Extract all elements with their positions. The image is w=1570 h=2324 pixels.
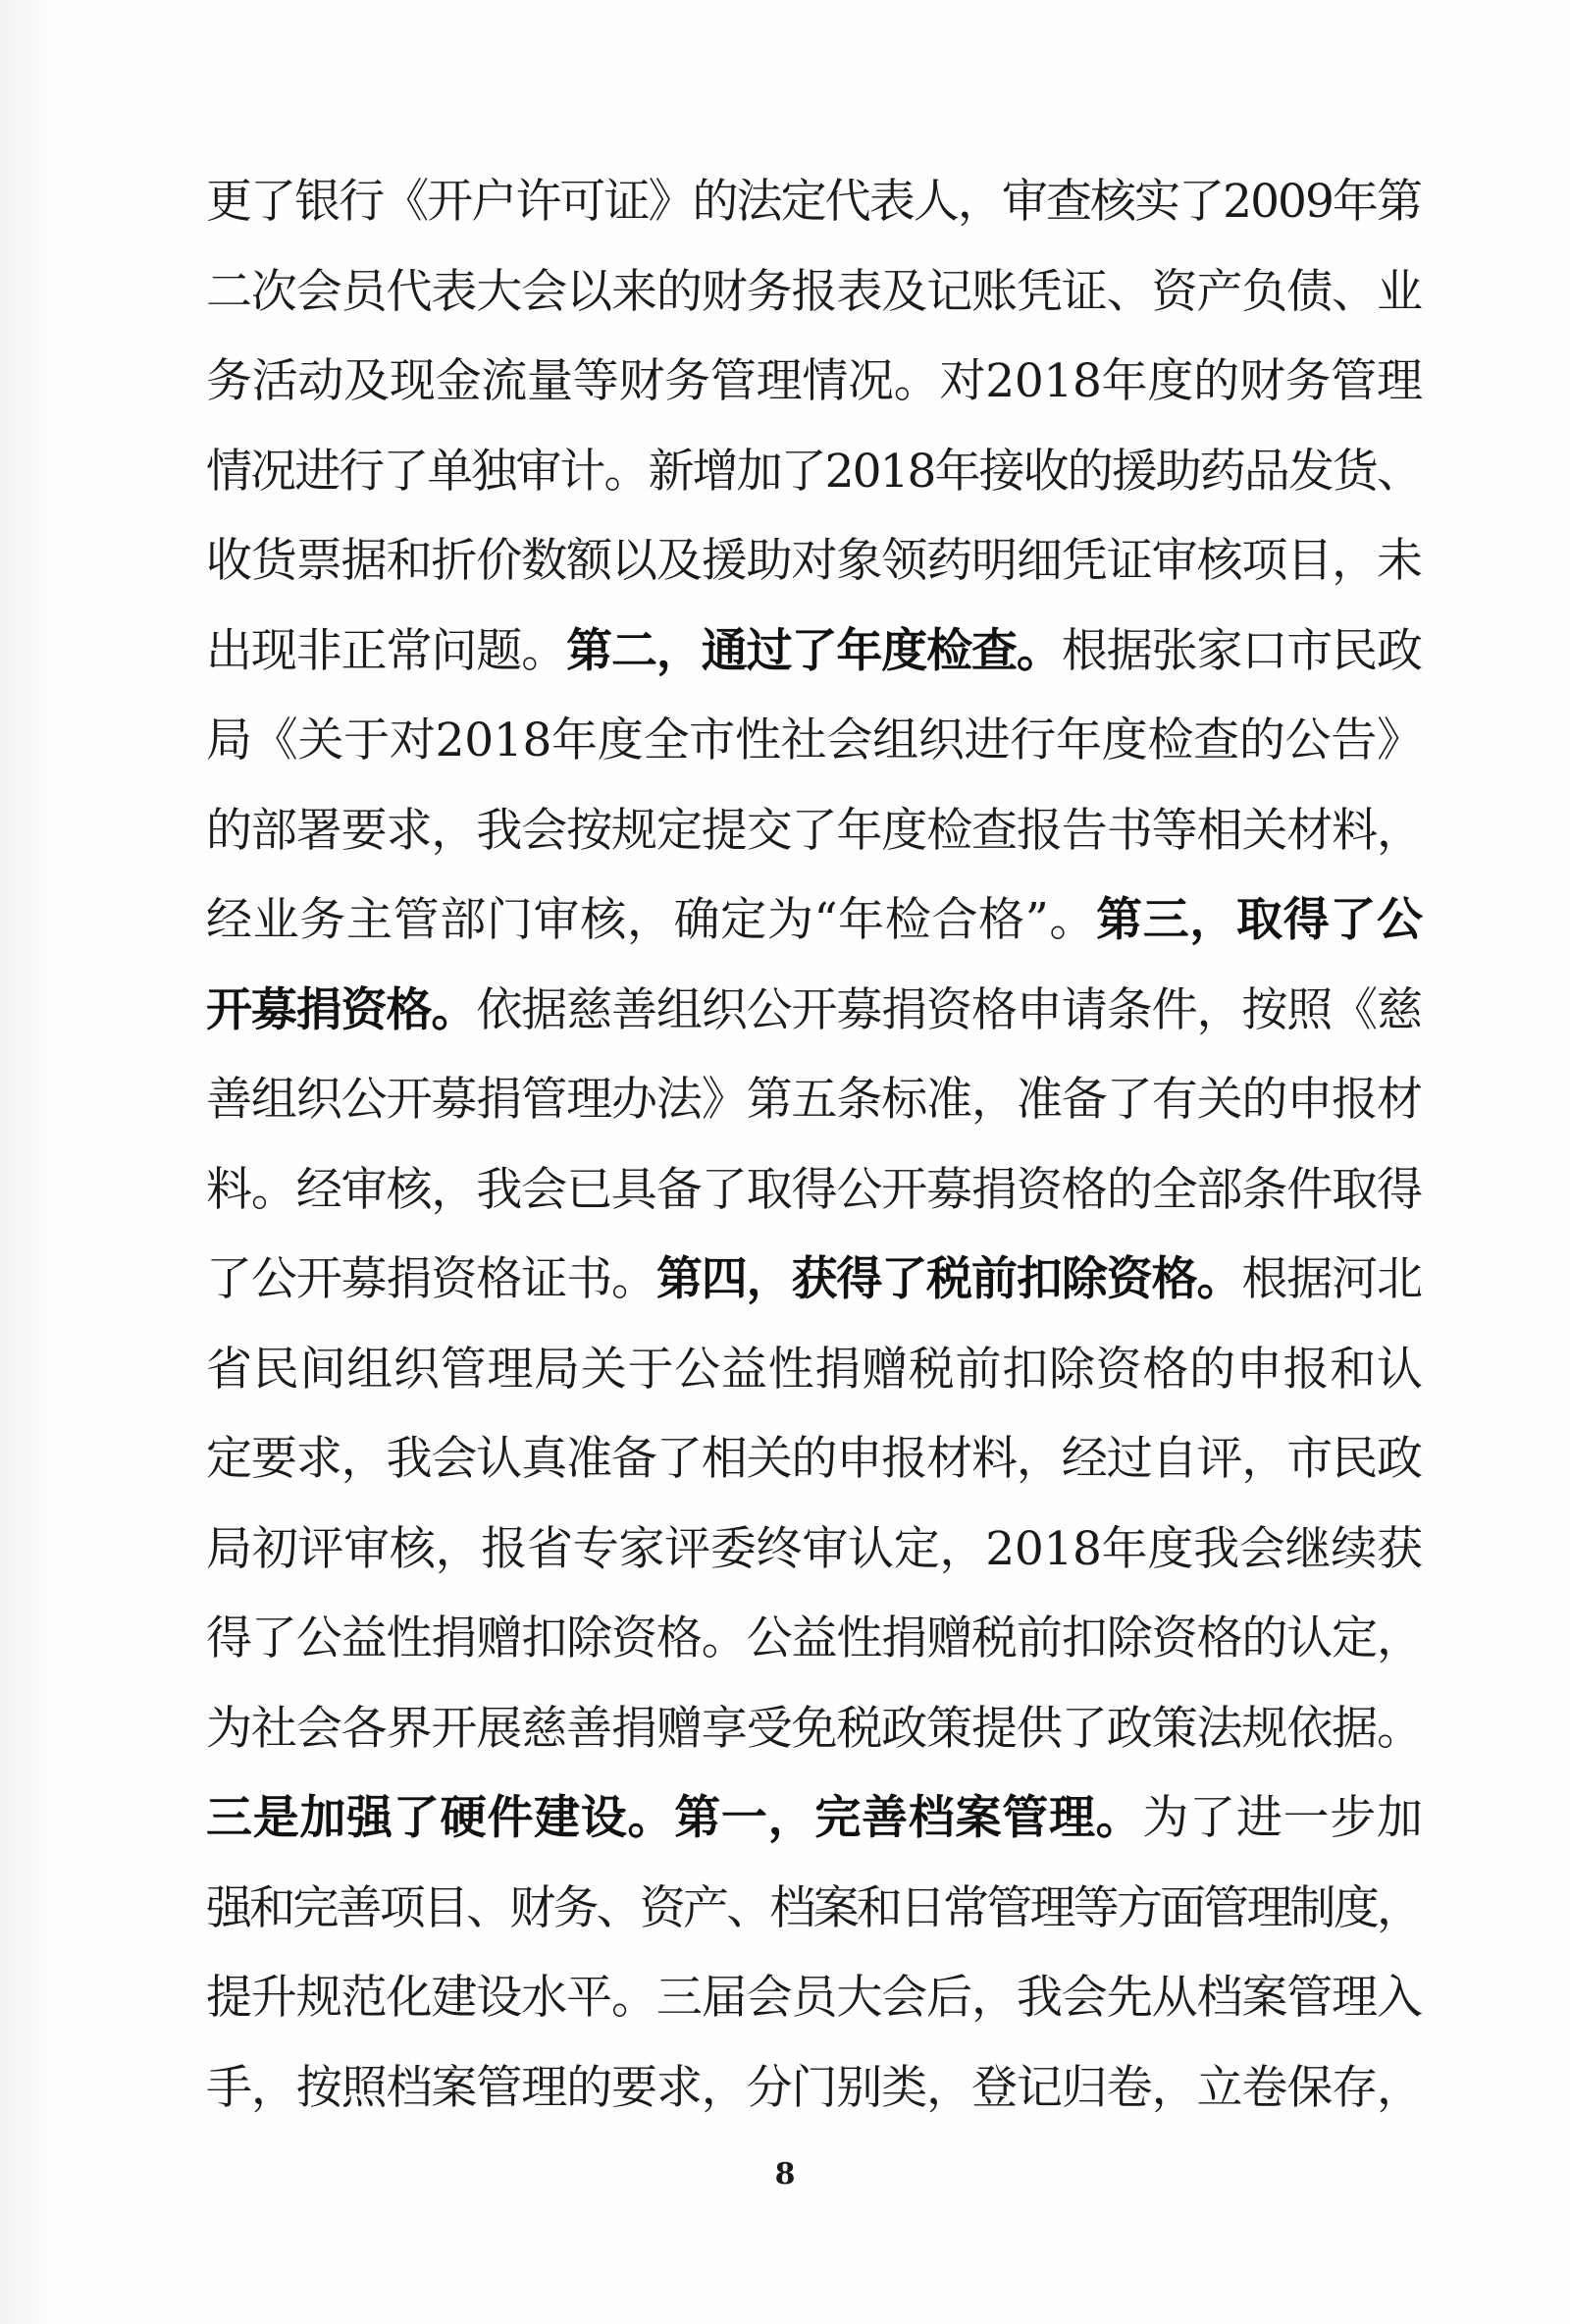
text-segment: 定要求，我会认真准备了相关的申报材料，经过自评，市民政 bbox=[206, 1432, 1422, 1486]
text-segment: 料。经审核，我会已具备了取得公开募捐资格的全部条件取得 bbox=[206, 1162, 1422, 1217]
text-line bbox=[206, 173, 1421, 232]
bold-text-segment: 第三，取得了公 bbox=[1096, 893, 1424, 947]
text-line bbox=[206, 1969, 1422, 2028]
text-segment: 为了进一步加 bbox=[1142, 1791, 1424, 1845]
text-line bbox=[206, 712, 1423, 770]
text-segment: 的部署要求，我会按规定提交了年度检查报告书等相关材料， bbox=[206, 803, 1422, 858]
text-line bbox=[206, 1071, 1422, 1130]
text-line bbox=[206, 1250, 1422, 1309]
text-line bbox=[206, 1341, 1424, 1400]
text-segment: 了公开募捐资格证书。 bbox=[206, 1252, 656, 1306]
text-line bbox=[206, 1789, 1424, 1848]
text-line bbox=[206, 1879, 1420, 1938]
text-line bbox=[206, 443, 1421, 502]
text-segment: 经业务主管部门审核，确定为“年检合格”。 bbox=[206, 893, 1097, 947]
scan-edge-shadow bbox=[0, 0, 59, 2324]
text-segment: 省民间组织管理局关于公益性捐赠税前扣除资格的申报和认 bbox=[206, 1342, 1424, 1397]
text-line bbox=[206, 263, 1422, 322]
bold-text-segment: 第二，通过了年度检查。 bbox=[566, 623, 1062, 678]
text-segment: 强和完善项目、财务、资产、档案和日常管理等方面管理制度， bbox=[206, 1880, 1421, 1935]
text-segment: 务活动及现金流量等财务管理情况。对2018年度的财务管理 bbox=[206, 354, 1423, 408]
text-line bbox=[206, 1430, 1422, 1489]
text-line bbox=[206, 622, 1422, 681]
text-segment: 根据张家口市民政 bbox=[1061, 623, 1422, 678]
text-segment: 根据河北 bbox=[1241, 1252, 1422, 1306]
text-line bbox=[206, 802, 1422, 861]
text-segment: 善组织公开募捐管理办法》第五条标准，准备了有关的申报材 bbox=[206, 1073, 1422, 1127]
text-line bbox=[206, 891, 1424, 950]
text-segment: 收货票据和折价数额以及援助对象领药明细凭证审核项目，未 bbox=[206, 534, 1422, 588]
text-segment: 依据慈善组织公开募捐资格申请条件，按照《慈 bbox=[476, 982, 1422, 1037]
text-segment: 局《关于对2018年度全市性社会组织进行年度检查的公告》 bbox=[206, 713, 1423, 767]
text-line bbox=[206, 532, 1422, 591]
text-line bbox=[206, 2059, 1422, 2118]
text-segment: 得了公益性捐赠扣除资格。公益性捐赠税前扣除资格的认定， bbox=[206, 1611, 1422, 1665]
bold-text-segment: 第四，获得了税前扣除资格。 bbox=[655, 1252, 1242, 1306]
text-segment: 出现非正常问题。 bbox=[206, 623, 567, 678]
page-number: 8 bbox=[774, 2157, 796, 2192]
text-segment: 情况进行了单独审计。新增加了2018年接收的援助药品发货、 bbox=[206, 444, 1422, 499]
text-line bbox=[206, 1520, 1423, 1579]
text-segment: 局初评审核，报省专家评委终审认定，2018年度我会继续获 bbox=[206, 1521, 1423, 1576]
bold-text-segment: 三是加强了硬件建设。第一，完善档案管理。 bbox=[206, 1791, 1143, 1845]
text-line bbox=[206, 1700, 1422, 1759]
text-segment: 更了银行《开户许可证》的法定代表人，审查核实了2009年第 bbox=[206, 175, 1422, 229]
text-line bbox=[206, 1161, 1422, 1220]
bold-text-segment: 开募捐资格。 bbox=[206, 982, 477, 1037]
text-segment: 手，按照档案管理的要求，分门别类，登记归卷，立卷保存， bbox=[206, 2060, 1422, 2115]
text-line bbox=[206, 352, 1423, 411]
text-line bbox=[206, 1610, 1422, 1668]
text-line bbox=[206, 981, 1422, 1040]
text-segment: 为社会各界开展慈善捐赠享受免税政策提供了政策法规依据。 bbox=[206, 1701, 1422, 1756]
text-segment: 提升规范化建设水平。三届会员大会后，我会先从档案管理入 bbox=[206, 1971, 1422, 2025]
text-segment: 二次会员代表大会以来的财务报表及记账凭证、资产负债、业 bbox=[206, 264, 1422, 319]
